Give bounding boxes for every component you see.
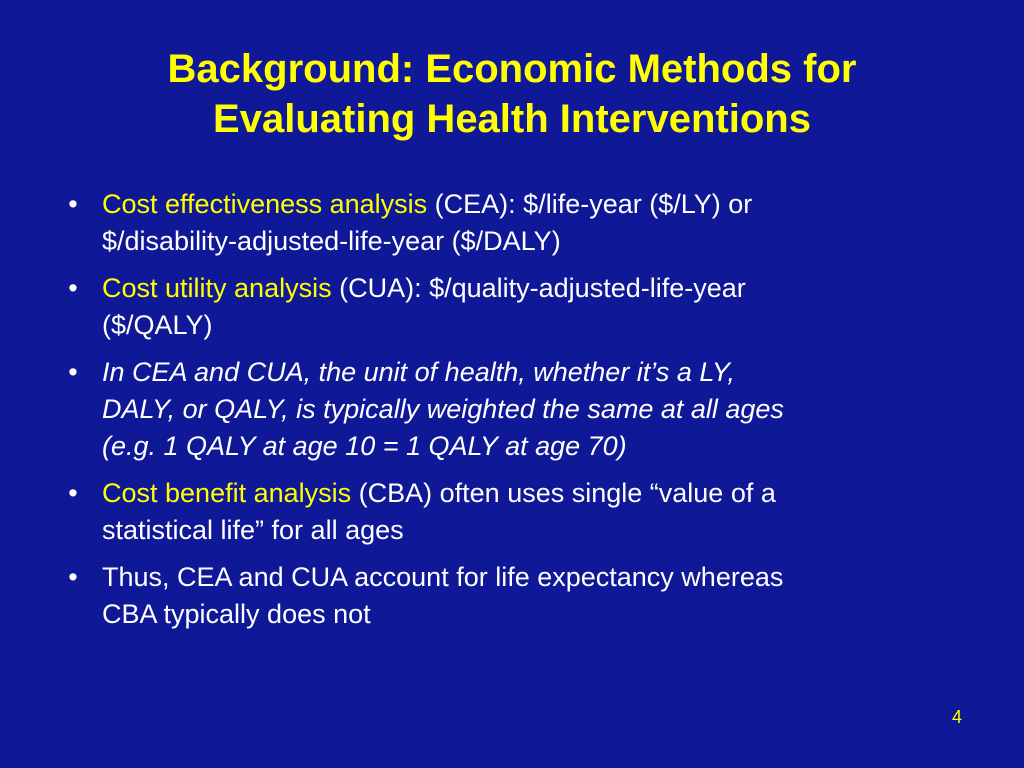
bullet-text: (CEA): $/life-year ($/LY) or — [427, 189, 753, 219]
bullet-conclusion — [58, 559, 978, 633]
bullet-text: (CBA) often uses single “value of a — [351, 478, 776, 508]
bullet-text: $/disability-adjusted-life-year ($/DALY) — [102, 226, 561, 256]
bullet-icon: • — [68, 357, 78, 387]
title-line-1: Background: Economic Methods for — [167, 47, 857, 91]
bullet-text: ($/QALY) — [102, 310, 213, 340]
bullet-weighting — [58, 354, 978, 465]
bullet-highlight: Cost utility analysis — [102, 273, 332, 303]
title-line-2: Evaluating Health Interventions — [213, 97, 811, 141]
bullet-text: In CEA and CUA, the unit of health, whether it’s a LY, — [102, 357, 735, 387]
page-number: 4 — [951, 707, 962, 727]
bullet-text: CBA typically does not — [102, 599, 371, 629]
bullet-text: DALY, or QALY, is typically weighted the same at all ages — [102, 394, 784, 424]
bullet-icon: • — [68, 562, 78, 592]
bullet-icon: • — [68, 189, 78, 219]
bullet-cea — [58, 186, 978, 260]
bullet-cba — [58, 475, 978, 549]
bullet-cua — [58, 270, 978, 344]
bullet-text: (CUA): $/quality-adjusted-life-year — [331, 273, 746, 303]
bullet-highlight: Cost benefit analysis — [102, 478, 352, 508]
bullet-list — [58, 186, 978, 643]
bullet-icon: • — [68, 273, 78, 303]
bullet-text: Thus, CEA and CUA account for life expectancy whereas — [102, 562, 784, 592]
slide-title — [60, 44, 964, 144]
bullet-text: statistical life” for all ages — [102, 515, 404, 545]
bullet-highlight: Cost effectiveness analysis — [102, 189, 428, 219]
bullet-icon: • — [68, 478, 78, 508]
bullet-text: (e.g. 1 QALY at age 10 = 1 QALY at age 70) — [102, 431, 627, 461]
